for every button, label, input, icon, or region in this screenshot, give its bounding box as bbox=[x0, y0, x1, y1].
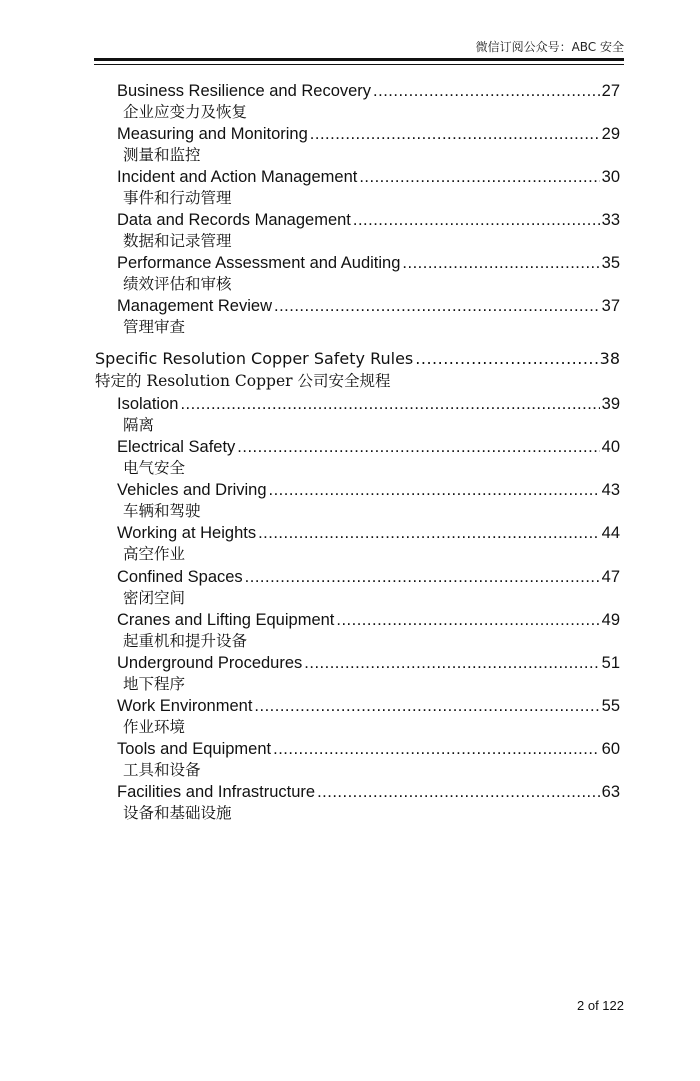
toc-entry[interactable] bbox=[117, 653, 620, 673]
header-rule-thick bbox=[94, 58, 624, 61]
toc-entry-title: Work Environment bbox=[117, 697, 253, 715]
dot-leader bbox=[353, 210, 600, 230]
toc-section-page: 38 bbox=[599, 349, 620, 368]
toc-entry[interactable] bbox=[117, 696, 620, 716]
page-number: 2 of 122 bbox=[577, 998, 624, 1013]
toc-entry-chinese: 车辆和驾驶 bbox=[123, 502, 201, 520]
toc-entry-chinese: 工具和设备 bbox=[123, 761, 201, 779]
toc-entry[interactable] bbox=[117, 81, 620, 101]
dot-leader bbox=[359, 167, 599, 187]
toc-entry-title: Confined Spaces bbox=[117, 568, 243, 586]
toc-entry-chinese: 起重机和提升设备 bbox=[123, 632, 248, 650]
toc-entry-page: 40 bbox=[601, 438, 620, 456]
toc-entry-title: Electrical Safety bbox=[117, 438, 236, 456]
toc-entry[interactable] bbox=[117, 567, 620, 587]
toc-entry-page: 63 bbox=[601, 783, 620, 801]
toc-entry-title: Isolation bbox=[117, 395, 179, 413]
toc-entry-chinese: 数据和记录管理 bbox=[123, 232, 232, 250]
dot-leader bbox=[237, 437, 599, 457]
dot-leader bbox=[273, 739, 600, 759]
toc-entry-chinese: 企业应变力及恢复 bbox=[123, 103, 248, 121]
dot-leader bbox=[274, 296, 600, 316]
toc-entry[interactable] bbox=[117, 523, 620, 543]
toc-entry-chinese: 绩效评估和审核 bbox=[123, 275, 232, 293]
toc-entry-chinese: 密闭空间 bbox=[123, 589, 186, 607]
toc-entry[interactable] bbox=[117, 782, 620, 802]
toc-entry-page: 43 bbox=[601, 481, 620, 499]
toc-entry-chinese: 电气安全 bbox=[123, 459, 186, 477]
toc-entry-page: 47 bbox=[601, 568, 620, 586]
toc-entry-chinese: 事件和行动管理 bbox=[123, 189, 232, 207]
toc-entry-page: 60 bbox=[601, 740, 620, 758]
toc-entry[interactable] bbox=[117, 437, 620, 457]
toc-entry[interactable] bbox=[117, 394, 620, 414]
toc-entry-title: Performance Assessment and Auditing bbox=[117, 254, 401, 272]
toc-entry-chinese: 地下程序 bbox=[123, 675, 186, 693]
toc-entry-chinese: 作业环境 bbox=[123, 718, 186, 736]
running-header: 微信订阅公众号：ABC 安全 bbox=[475, 40, 624, 54]
toc-entry-page: 37 bbox=[601, 297, 620, 315]
toc-section-title: Specific Resolution Copper Safety Rules bbox=[95, 349, 414, 368]
dot-leader bbox=[373, 81, 600, 101]
toc-entry[interactable] bbox=[117, 167, 620, 187]
dot-leader bbox=[402, 253, 599, 273]
dot-leader bbox=[258, 523, 600, 543]
toc-entry[interactable] bbox=[117, 739, 620, 759]
dot-leader bbox=[317, 782, 600, 802]
dot-leader bbox=[180, 394, 599, 414]
toc-entry-title: Underground Procedures bbox=[117, 654, 303, 672]
dot-leader bbox=[269, 480, 600, 500]
toc-entry[interactable] bbox=[117, 480, 620, 500]
toc-entry-chinese: 设备和基础设施 bbox=[123, 804, 232, 822]
dot-leader bbox=[415, 349, 597, 369]
toc-entry-page: 44 bbox=[601, 524, 620, 542]
toc-entry[interactable] bbox=[117, 296, 620, 316]
toc-entry[interactable] bbox=[117, 210, 620, 230]
toc-entry-page: 55 bbox=[601, 697, 620, 715]
toc-entry-page: 29 bbox=[601, 125, 620, 143]
toc-entry-page: 39 bbox=[601, 395, 620, 413]
dot-leader bbox=[310, 124, 600, 144]
toc-entry-title: Incident and Action Management bbox=[117, 168, 358, 186]
toc-entry-page: 33 bbox=[601, 211, 620, 229]
toc-entry-title: Working at Heights bbox=[117, 524, 257, 542]
toc-entry-chinese: 隔离 bbox=[123, 416, 155, 434]
toc-section-chinese: 特定的 Resolution Copper 公司安全规程 bbox=[95, 372, 391, 390]
toc-entry-title: Facilities and Infrastructure bbox=[117, 783, 316, 801]
toc-entry-page: 27 bbox=[601, 82, 620, 100]
toc-entry-page: 30 bbox=[601, 168, 620, 186]
toc-entry-title: Vehicles and Driving bbox=[117, 481, 267, 499]
toc-entry-page: 51 bbox=[601, 654, 620, 672]
toc-entry-page: 49 bbox=[601, 611, 620, 629]
toc-entry-chinese: 测量和监控 bbox=[123, 146, 201, 164]
toc-section-entry[interactable] bbox=[95, 349, 620, 369]
toc-entry-title: Measuring and Monitoring bbox=[117, 125, 308, 143]
dot-leader bbox=[245, 567, 600, 587]
toc-entry-chinese: 高空作业 bbox=[123, 545, 186, 563]
toc-entry-title: Data and Records Management bbox=[117, 211, 351, 229]
dot-leader bbox=[336, 610, 599, 630]
toc-entry-title: Cranes and Lifting Equipment bbox=[117, 611, 335, 629]
toc-entry-title: Management Review bbox=[117, 297, 272, 315]
header-rule-thin bbox=[94, 64, 624, 65]
toc-entry-title: Tools and Equipment bbox=[117, 740, 272, 758]
dot-leader bbox=[254, 696, 599, 716]
toc-entry[interactable] bbox=[117, 253, 620, 273]
toc-entry-page: 35 bbox=[601, 254, 620, 272]
toc-entry[interactable] bbox=[117, 610, 620, 630]
toc-entry-chinese: 管理审查 bbox=[123, 318, 186, 336]
toc-entry-title: Business Resilience and Recovery bbox=[117, 82, 372, 100]
dot-leader bbox=[304, 653, 599, 673]
toc-entry[interactable] bbox=[117, 124, 620, 144]
